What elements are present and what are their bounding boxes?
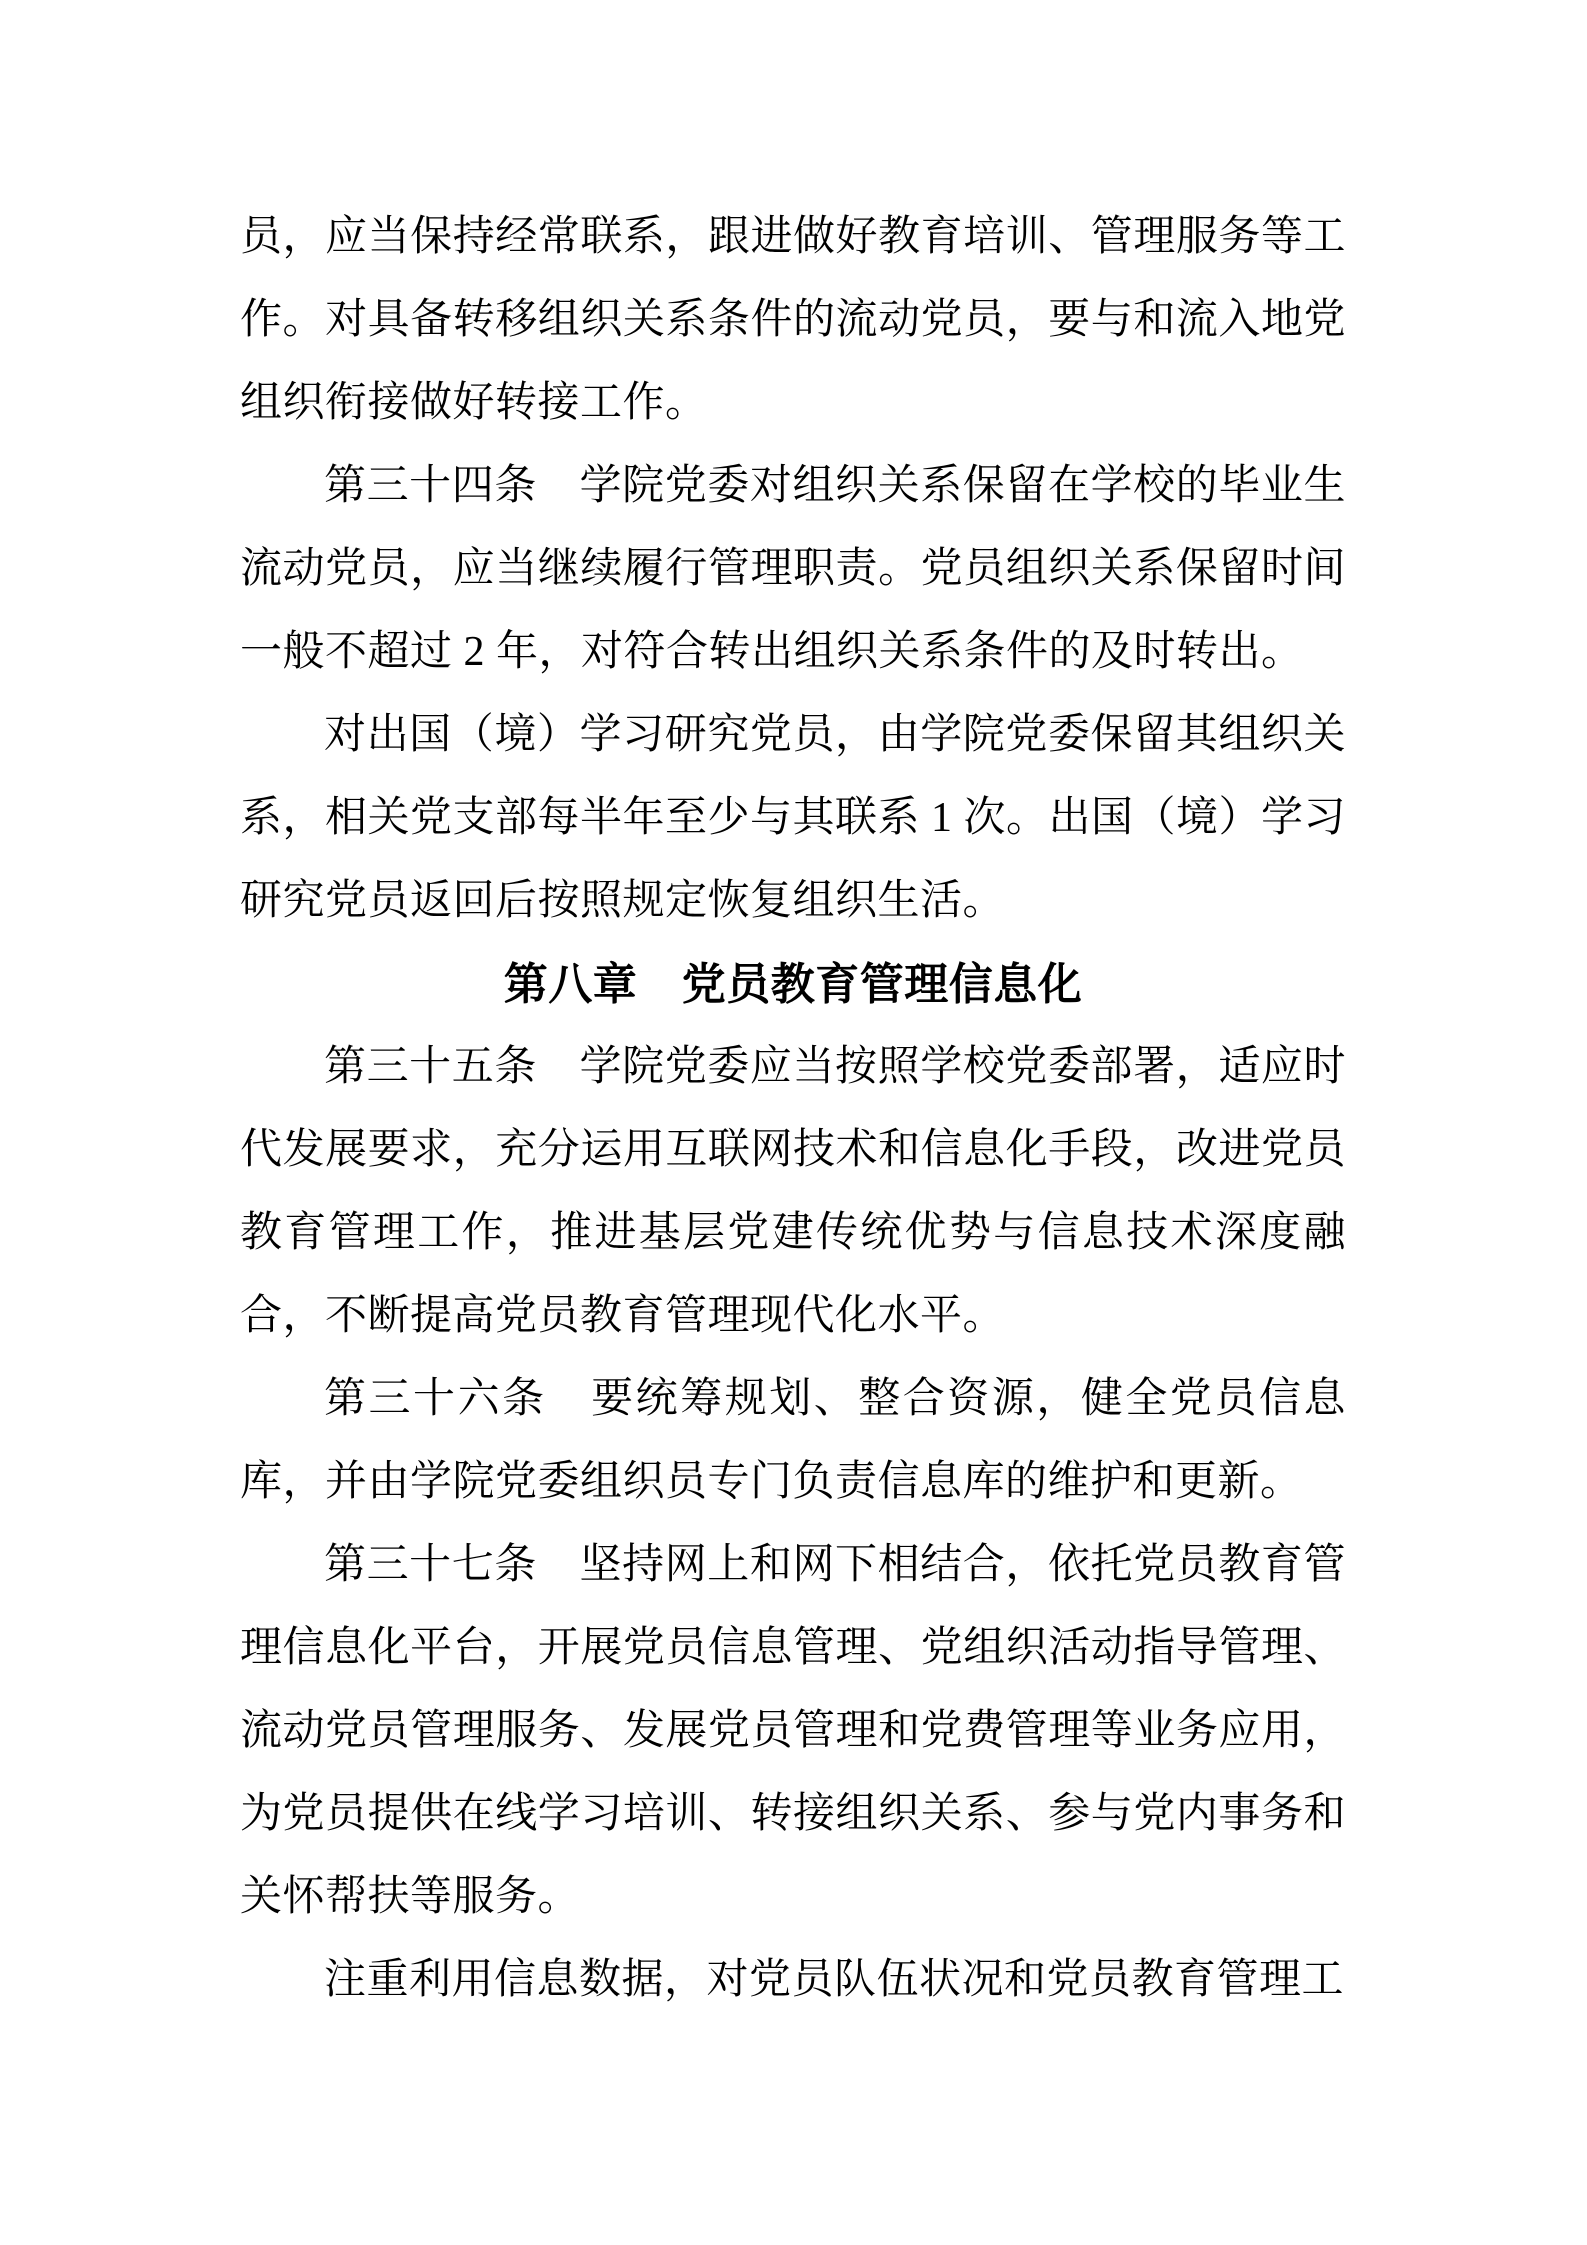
paragraph-article-35: 第三十五条 学院党委应当按照学校党委部署，适应时代发展要求，充分运用互联网技术和信息化手段，改进党员教育管理工作，推进基层党建传统优势与信息技术深度融合，不断提高党员教育管理现代化水平。 [240, 1044, 1346, 1339]
chapter-8-heading: 第八章 党员教育管理信息化 [503, 960, 1083, 1009]
paragraph-abroad-members: 对出国（境）学习研究党员，由学院党委保留其组织关系，相关党支部每半年至少与其联系 1 次。出国（境）学习研究党员返回后按照规定恢复组织生活。 [240, 712, 1347, 924]
paragraph-article-34: 第三十四条 学院党委对组织关系保留在学校的毕业生流动党员，应当继续履行管理职责。党员组织关系保留时间一般不超过 2 年，对符合转出组织关系条件的及时转出。 [240, 463, 1346, 675]
paragraph-continuation: 员，应当保持经常联系，跟进做好教育培训、管理服务等工作。对具备转移组织关系条件的流动党员，要与和流入地党组织衔接做好转接工作。 [240, 214, 1346, 426]
text-block [240, 196, 1346, 2022]
paragraph-info-data: 注重利用信息数据，对党员队伍状况和党员教育管理工 [324, 1957, 1345, 2003]
paragraph-article-36: 第三十六条 要统筹规划、整合资源，健全党员信息库，并由学院党委组织员专门负责信息库的维护和更新。 [240, 1376, 1346, 1505]
paragraph-article-37: 第三十七条 坚持网上和网下相结合，依托党员教育管理信息化平台，开展党员信息管理、党组织活动指导管理、流动党员管理服务、发展党员管理和党费管理等业务应用，为党员提供在线学习培训、转接组织关系、参与党内事务和关怀帮扶等服务。 [240, 1542, 1346, 1920]
